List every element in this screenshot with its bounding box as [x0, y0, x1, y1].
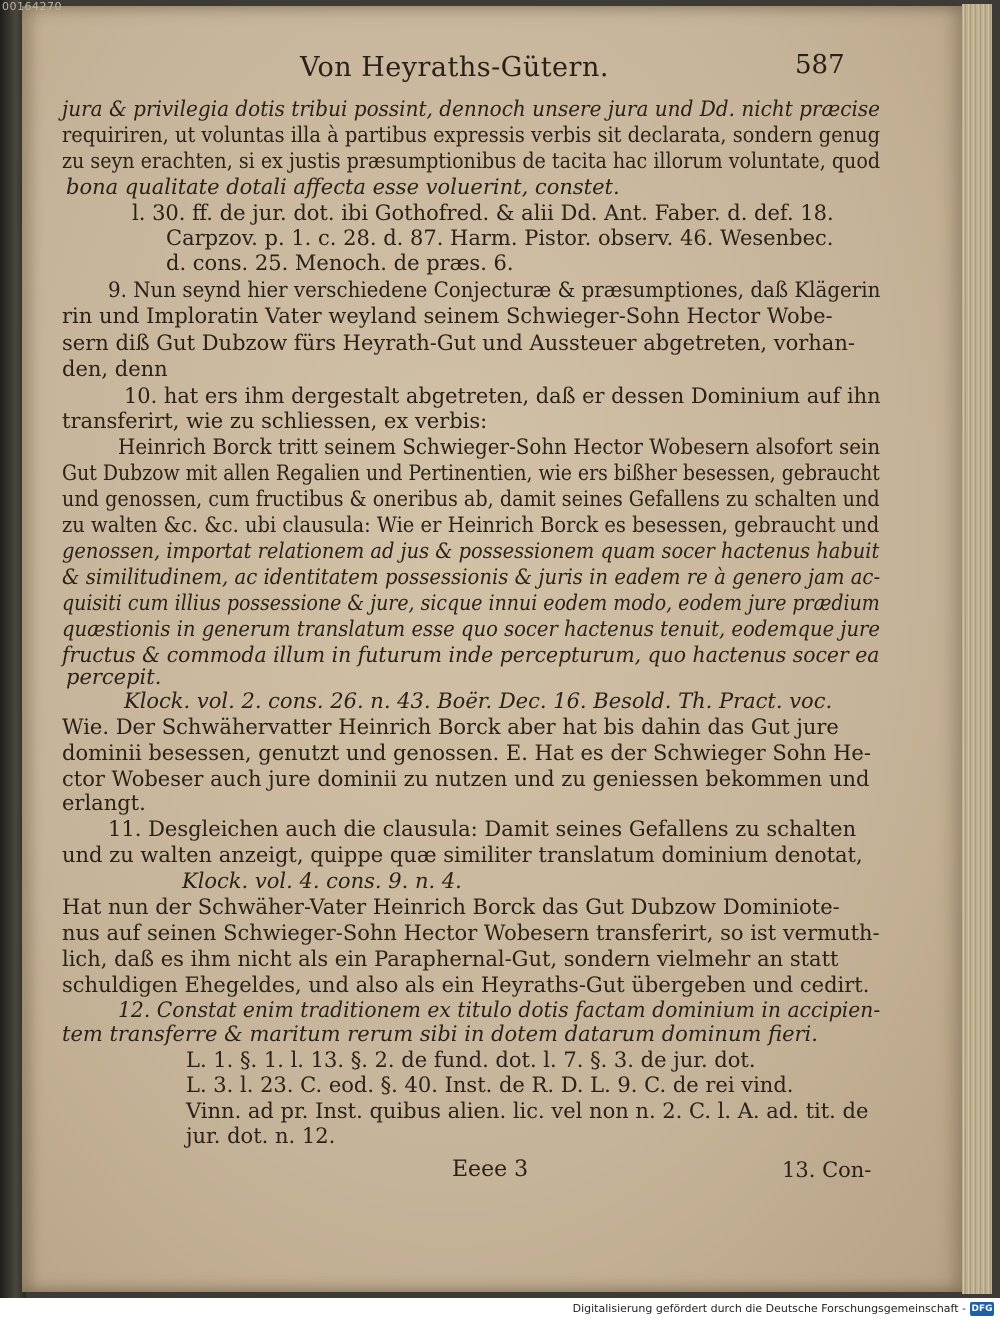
text-line: Gut Dubzow mit allen Regalien und Pertinentien, wie ers bißher besessen, gebraucht	[62, 461, 880, 485]
text-line: bona qualitate dotali affecta esse voluerint, constet.	[66, 175, 620, 199]
text-line: Heinrich Borck tritt seinem Schwieger-Sohn Hector Wobesern alsofort sein	[118, 435, 881, 459]
text-line: fructus & commoda illum in futurum inde percepturum, quo hactenus socer ea	[62, 643, 880, 667]
text-line: den, denn	[62, 357, 168, 381]
text-line: rin und Imploratin Vater weyland seinem Schwieger-Sohn Hector Wobe-	[62, 304, 833, 328]
footer-credit: Digitalisierung gefördert durch die Deutsche Forschungsgemeinschaft -	[572, 1302, 966, 1315]
text-line: Klock. vol. 2. cons. 26. n. 43. Boër. Dec. 16. Besold. Th. Pract. voc.	[124, 689, 833, 713]
text-line: L. 3. l. 23. C. eod. §. 40. Inst. de R. D. L. 9. C. de rei vind.	[186, 1073, 794, 1097]
text-line: zu walten &c. &c. ubi clausula: Wie er Heinrich Borck es besessen, gebraucht und	[62, 513, 880, 537]
text-line: sern diß Gut Dubzow fürs Heyrath-Gut und Aussteuer abgetreten, vorhan-	[62, 331, 855, 355]
text-line: Vinn. ad pr. Inst. quibus alien. lic. vel non n. 2. C. l. A. ad. tit. de	[186, 1099, 869, 1123]
signature-mark: Eeee 3	[452, 1157, 529, 1182]
text-line: Klock. vol. 4. cons. 9. n. 4.	[182, 869, 462, 893]
running-head: Von Heyraths-Gütern.	[300, 52, 609, 83]
text-line: erlangt.	[62, 791, 146, 815]
text-line: 12. Constat enim traditionem ex titulo dotis factam dominium in accipien-	[118, 998, 881, 1022]
text-line: jura & privilegia dotis tribui possint, dennoch unsere jura und Dd. nicht præcise	[62, 97, 881, 121]
text-line: zu seyn erachten, si ex justis præsumptionibus de tacita hac illorum voluntate, quod	[62, 149, 881, 173]
text-line: Carpzov. p. 1. c. 28. d. 87. Harm. Pistor. observ. 46. Wesenbec.	[166, 226, 834, 250]
page-edges	[962, 4, 992, 1294]
text-line: & similitudinem, ac identitatem possessionis & juris in eadem re à genero jam ac-	[62, 565, 881, 589]
text-line: nus auf seinen Schwieger-Sohn Hector Wobesern transferirt, so ist vermuth-	[62, 921, 880, 945]
text-line: requiriren, ut voluntas illa à partibus expressis verbis sit declarata, sondern genug	[62, 123, 881, 147]
text-line: genossen, importat relationem ad jus & possessionem quam socer hactenus habuit	[62, 539, 880, 563]
text-line: schuldigen Ehegeldes, und also als ein Heyraths-Gut übergeben und cedirt.	[62, 973, 870, 997]
text-line: und zu walten anzeigt, quippe quæ similiter translatum dominium denotat,	[62, 843, 863, 867]
text-line: 9. Nun seynd hier verschiedene Conjecturæ & præsumptiones, daß Klägerin	[108, 278, 881, 302]
text-line: 11. Desgleichen auch die clausula: Damit seines Gefallens zu schalten	[108, 817, 857, 841]
text-line: quisiti cum illius possessione & jure, sicque innui eodem modo, eodem jure prædium	[62, 591, 880, 615]
text-line: jur. dot. n. 12.	[186, 1124, 336, 1148]
text-line: dominii besessen, genutzt und genossen. E. Hat es der Schwieger Sohn He-	[62, 741, 871, 765]
dfg-logo-icon: DFG	[971, 1304, 993, 1314]
text-line: Hat nun der Schwäher-Vater Heinrich Borck das Gut Dubzow Dominiote-	[62, 895, 840, 919]
text-line: percepit.	[66, 665, 162, 689]
footer-bar	[0, 1298, 1000, 1321]
text-line: d. cons. 25. Menoch. de præs. 6.	[166, 251, 514, 275]
text-line: tem transferre & maritum rerum sibi in dotem datarum dominum fieri.	[62, 1022, 818, 1046]
text-line: Wie. Der Schwähervatter Heinrich Borck aber hat bis dahin das Gut jure	[62, 715, 839, 739]
scan-id: 00164270	[2, 0, 62, 13]
text-line: l. 30. ff. de jur. dot. ibi Gothofred. & alii Dd. Ant. Faber. d. def. 18.	[132, 201, 834, 225]
text-line: transferirt, wie zu schliessen, ex verbis:	[62, 409, 488, 433]
text-line: ctor Wobeser auch jure dominii zu nutzen und zu geniessen bekommen und	[62, 767, 870, 791]
text-line: 10. hat ers ihm dergestalt abgetreten, daß er dessen Dominium auf ihn	[124, 384, 881, 408]
text-line: L. 1. §. 1. l. 13. §. 2. de fund. dot. l. 7. §. 3. de jur. dot.	[186, 1048, 756, 1072]
text-line: und genossen, cum fructibus & oneribus ab, damit seines Gefallens zu schalten und	[62, 487, 880, 511]
page-number: 587	[795, 50, 845, 80]
catchword: 13. Con-	[782, 1158, 872, 1182]
text-line: quæstionis in generum translatum esse quo socer hactenus tenuit, eodemque jure	[62, 617, 881, 641]
text-line: lich, daß es ihm nicht als ein Paraphernal-Gut, sondern vielmehr an statt	[62, 947, 839, 971]
